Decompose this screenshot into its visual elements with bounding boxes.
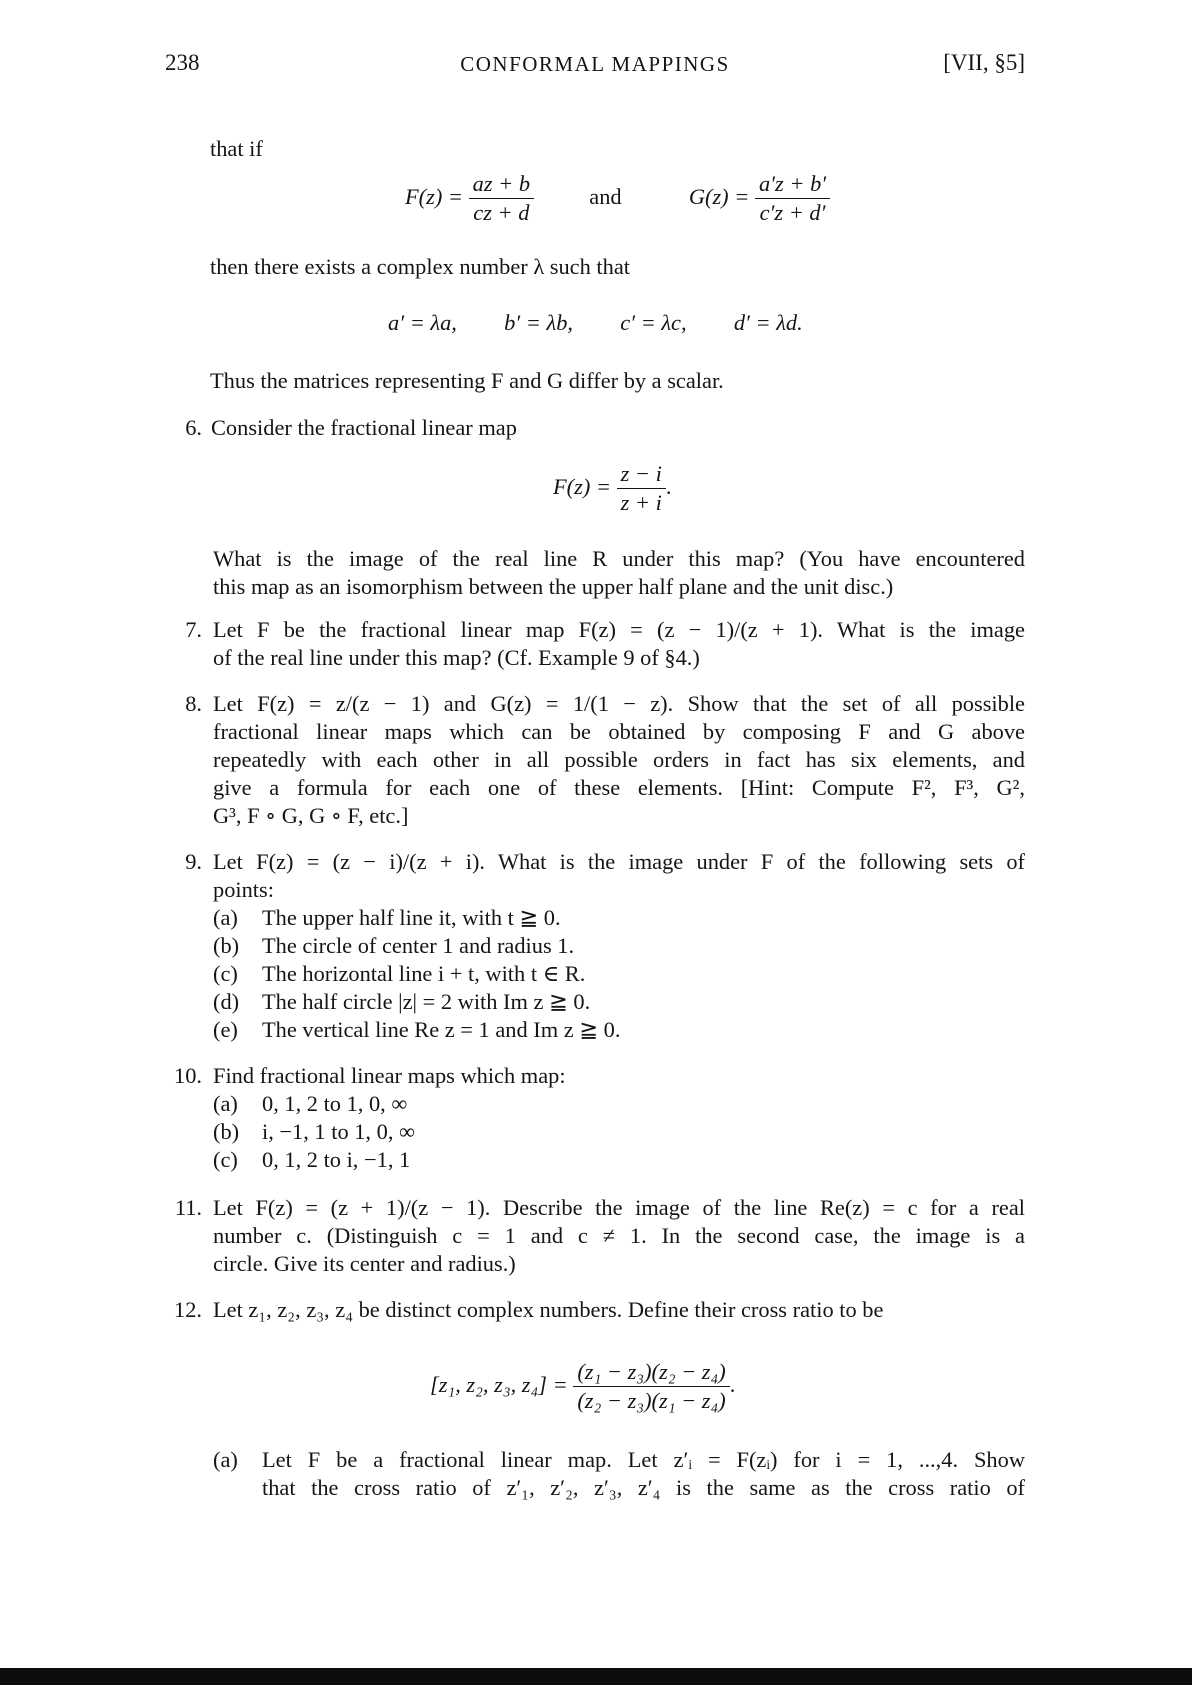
running-title: CONFORMAL MAPPINGS (460, 52, 730, 76)
scan-bottom-edge (0, 1668, 1192, 1685)
exercise-12-number: 12. (174, 1297, 202, 1322)
exercise-8-number: 8. (185, 691, 202, 716)
exercise-12-line-1: Let z₁, z₂, z₃, z₄ be distinct complex numbers. Define their cross ratio to be (213, 1297, 884, 1322)
text-then-exists: then there exists a complex number λ such that (210, 254, 630, 279)
text-that-if: that if (210, 136, 263, 161)
exercise-6-para-line-2: this map as an isomorphism between the upper half plane and the unit disc.) (213, 574, 894, 599)
exercise-9-number: 9. (185, 849, 202, 874)
equation-F-G (405, 164, 830, 230)
exercise-8-line-2: fractional linear maps which can be obtained by composing F and G above (213, 719, 1025, 744)
eq-a: a′ = λa, (388, 310, 457, 335)
exercise-8-line-1: Let F(z) = z/(z − 1) and G(z) = 1/(1 − z). Show that the set of all possible (213, 691, 1025, 716)
eq-b: b′ = λb, (504, 310, 573, 335)
G-lhs: G(z) = (688, 184, 750, 209)
exercise-11-line-3: circle. Give its center and radius.) (213, 1251, 516, 1276)
ex9-item-a-label: (a) (213, 905, 238, 930)
G-fraction (755, 170, 830, 227)
ex10-item-a-text: 0, 1, 2 to 1, 0, ∞ (262, 1091, 408, 1116)
F-numerator: az + b (469, 170, 534, 199)
exercise-8-line-3: repeatedly with each other in all possible orders in fact has six elements, and (213, 747, 1025, 772)
exercise-7-line-1: Let F be the fractional linear map F(z) = (z − 1)/(z + 1). What is the image (213, 617, 1025, 642)
cross-ratio-equation (430, 1352, 735, 1418)
ex6-lhs: F(z) = (553, 474, 612, 499)
exercise-8-line-4: give a formula for each one of these elements. [Hint: Compute F², F³, G², (213, 775, 1025, 800)
ex9-item-e-label: (e) (213, 1017, 238, 1042)
ex10-item-b-text: i, −1, 1 to 1, 0, ∞ (262, 1119, 415, 1144)
ex9-item-b-text: The circle of center 1 and radius 1. (262, 933, 575, 958)
cross-ratio-denominator: (z₂ − z₃)(z₁ − z₄) (577, 1388, 726, 1414)
scalar-equations (388, 309, 803, 337)
ex6-period: . (665, 474, 672, 499)
exercise-9-line-1: Let F(z) = (z − i)/(z + i). What is the image under F of the following sets of (213, 849, 1025, 874)
ex12-item-a-line-1: Let F be a fractional linear map. Let z′ᵢ = F(zᵢ) for i = 1, ...,4. Show (262, 1447, 1025, 1472)
page-header (165, 50, 1025, 82)
exercise-10-line-1: Find fractional linear maps which map: (213, 1063, 566, 1088)
exercise-11-number: 11. (174, 1195, 202, 1220)
eq-c: c′ = λc, (620, 310, 687, 335)
ex6-denominator: z + i (620, 490, 662, 516)
and-word: and (589, 184, 622, 209)
cross-ratio-lhs: [z₁, z₂, z₃, z₄] = (430, 1372, 568, 1397)
exercise-6-para-line-1: What is the image of the real line R under this map? (You have encountered (213, 546, 1025, 571)
cross-ratio-fraction (573, 1358, 729, 1415)
exercise-11-line-2: number c. (Distinguish c = 1 and c ≠ 1. In the second case, the image is a (213, 1223, 1025, 1248)
cross-ratio-period: . (729, 1372, 736, 1397)
exercise-6-number: 6. (185, 415, 202, 440)
exercise-6-equation (553, 454, 671, 520)
G-denominator: c′z + d′ (759, 200, 826, 226)
cross-ratio-numerator: (z₁ − z₃)(z₂ − z₄) (573, 1358, 729, 1387)
ex6-numerator: z − i (617, 460, 666, 489)
ex10-item-a-label: (a) (213, 1091, 238, 1116)
F-denominator: cz + d (473, 200, 530, 226)
ex10-item-c-label: (c) (213, 1147, 238, 1172)
page-number: 238 (165, 50, 200, 75)
F-lhs: F(z) = (405, 184, 464, 209)
ex9-item-d-label: (d) (213, 989, 240, 1014)
ex12-item-a-label: (a) (213, 1447, 238, 1472)
ex9-item-b-label: (b) (213, 933, 240, 958)
exercise-10-number: 10. (174, 1063, 202, 1088)
eq-d: d′ = λd. (733, 310, 803, 335)
ex10-item-c-text: 0, 1, 2 to i, −1, 1 (262, 1147, 411, 1172)
ex9-item-d-text: The half circle |z| = 2 with Im z ≧ 0. (262, 989, 591, 1014)
exercise-7-line-2: of the real line under this map? (Cf. Example 9 of §4.) (213, 645, 700, 670)
exercise-11-line-1: Let F(z) = (z + 1)/(z − 1). Describe the image of the line Re(z) = c for a real (213, 1195, 1025, 1220)
ex12-item-a-line-2: that the cross ratio of z′₁, z′₂, z′₃, z′₄ is the same as the cross ratio of (262, 1475, 1025, 1500)
ex10-item-b-label: (b) (213, 1119, 240, 1144)
ex6-fraction (617, 460, 666, 517)
ex9-item-c-text: The horizontal line i + t, with t ∈ R. (262, 961, 586, 986)
G-numerator: a′z + b′ (755, 170, 830, 199)
ex9-item-c-label: (c) (213, 961, 238, 986)
section-reference: [VII, §5] (943, 50, 1025, 75)
exercise-9-line-2: points: (213, 877, 274, 902)
ex9-item-e-text: The vertical line Re z = 1 and Im z ≧ 0. (262, 1017, 621, 1042)
F-fraction (469, 170, 534, 227)
text-thus-matrices: Thus the matrices representing F and G differ by a scalar. (210, 368, 724, 393)
exercise-6-line-1: Consider the fractional linear map (211, 415, 517, 440)
exercise-8-line-5: G³, F ∘ G, G ∘ F, etc.] (213, 803, 409, 828)
ex9-item-a-text: The upper half line it, with t ≧ 0. (262, 905, 561, 930)
exercise-7-number: 7. (185, 617, 202, 642)
